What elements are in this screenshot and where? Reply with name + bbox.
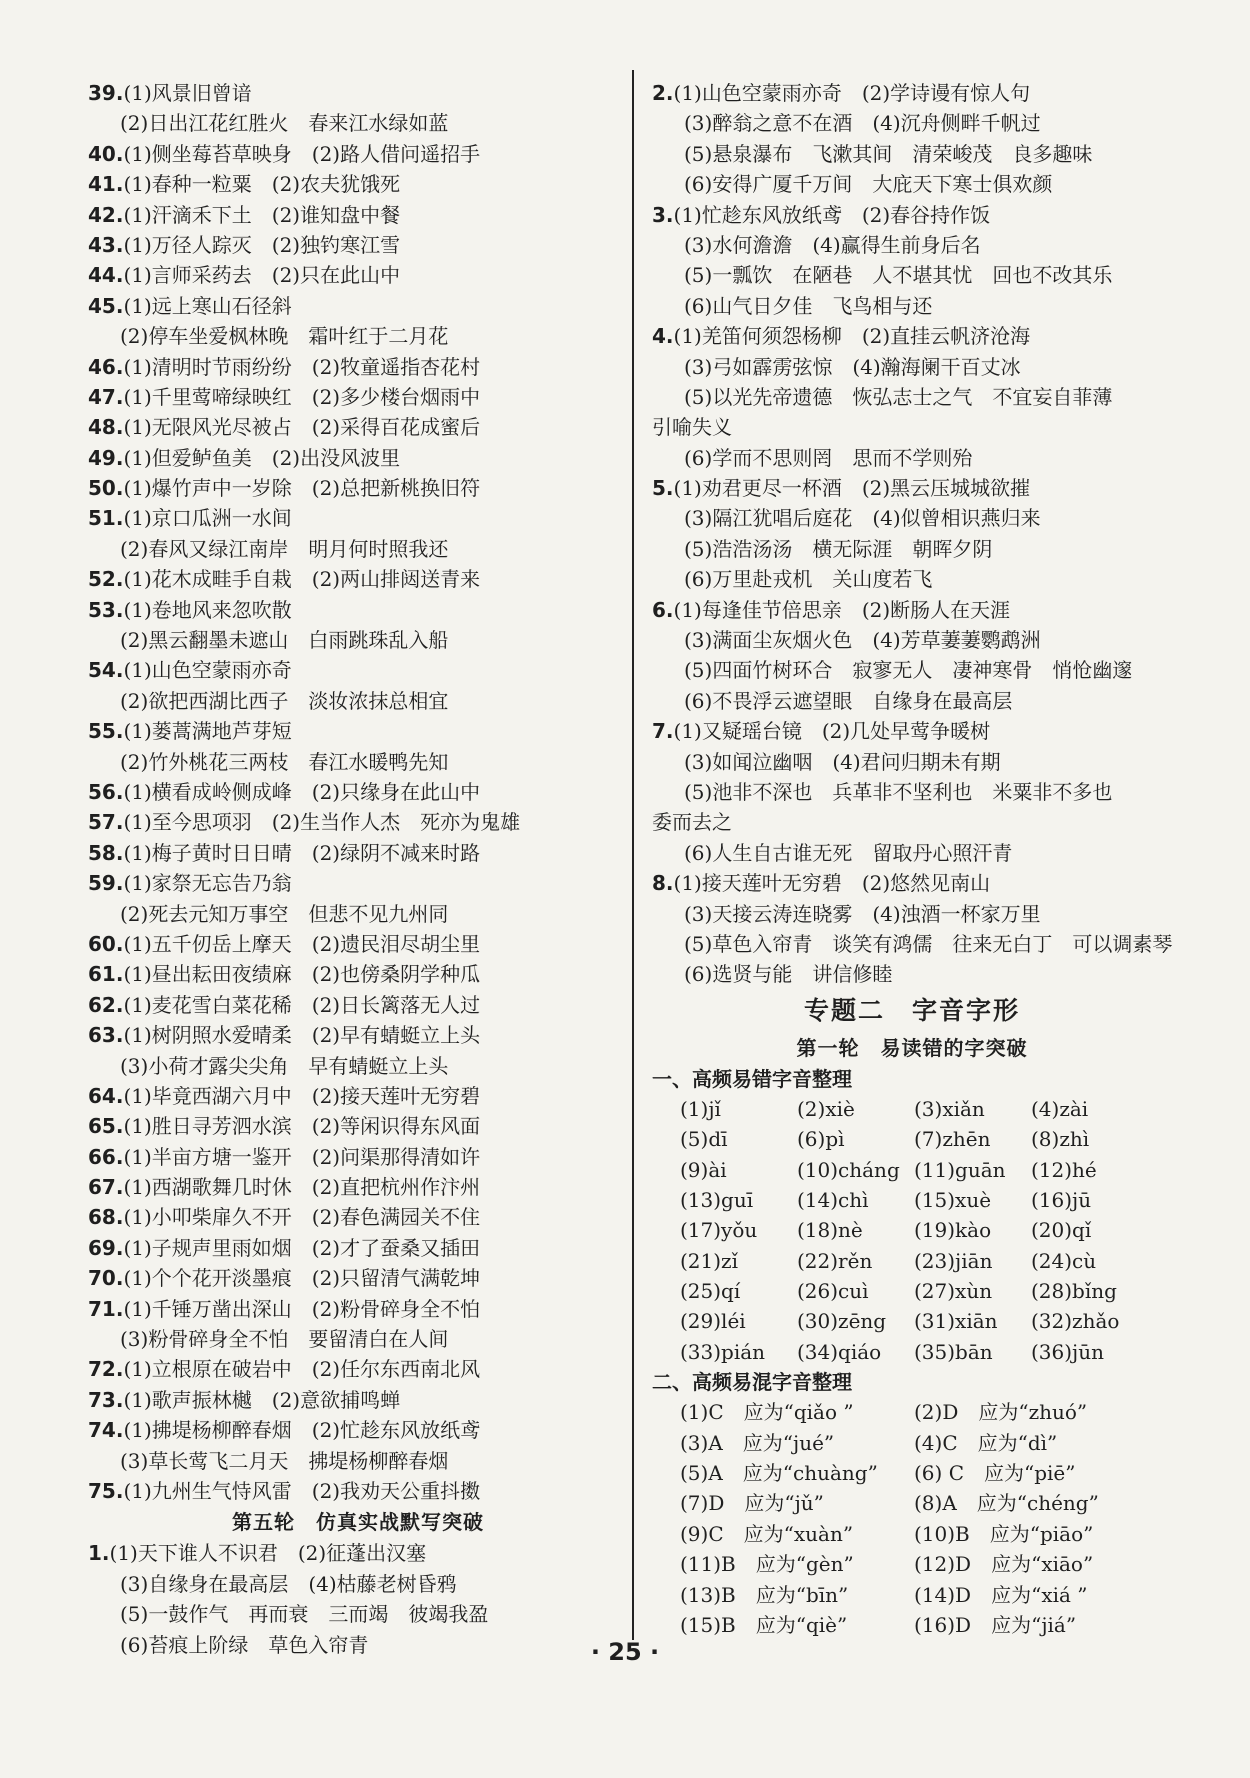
answer-line — [88, 625, 628, 655]
answer-text: (1)风景旧曾谙 — [123, 81, 252, 105]
answer-line — [652, 443, 1172, 473]
question-number: 70. — [88, 1266, 124, 1291]
question-number: 54. — [88, 658, 124, 683]
answer-text: (3)弓如霹雳弦惊 (4)瀚海阑干百丈冰 — [684, 354, 1021, 379]
pinyin-answer: (20)qǐ — [1031, 1218, 1092, 1243]
answer-text: (3)醉翁之意不在酒 (4)沉舟侧畔千帆过 — [684, 111, 1041, 136]
pinyin-answer: (13)guī — [680, 1187, 754, 1212]
question-number: 49. — [88, 445, 124, 470]
question-number: 72. — [88, 1357, 124, 1382]
question-number: 62. — [88, 992, 124, 1017]
answer-text: (2)日出江花红胜火 春来江水绿如蓝 — [120, 111, 449, 136]
answer-text: (1)无限风光尽被占 (2)采得百花成蜜后 — [123, 415, 481, 440]
answer-line — [652, 777, 1172, 807]
answer-line — [88, 1354, 628, 1384]
answer-line — [88, 1202, 628, 1232]
question-number: 75. — [88, 1478, 124, 1503]
question-number: 7. — [652, 719, 674, 744]
question-number: 60. — [88, 931, 124, 956]
answer-line — [88, 108, 628, 138]
pinyin-answer: (26)cuì — [797, 1279, 869, 1304]
answer-text: (1)麦花雪白菜花稀 (2)日长篱落无人过 — [123, 992, 481, 1017]
choice-answer: (4)C 应为“dì” — [914, 1430, 1058, 1455]
answer-line — [652, 838, 1172, 868]
answer-text: (1)毕竟西湖六月中 (2)接天莲叶无穷碧 — [123, 1083, 481, 1108]
answer-text: (1)万径人踪灭 (2)独钓寒江雪 — [123, 232, 401, 257]
answer-line — [88, 169, 628, 199]
answer-text: (3)水何澹澹 (4)赢得生前身后名 — [684, 232, 981, 257]
answer-line — [88, 838, 628, 868]
answer-line — [652, 899, 1172, 929]
answer-text: (1)拂堤杨柳醉春烟 (2)忙趁东风放纸鸢 — [123, 1418, 481, 1443]
section2-title: 二、高频易混字音整理 — [652, 1370, 852, 1395]
answer-text: (5)四面竹树环合 寂寥无人 凄神寒骨 悄怆幽邃 — [684, 658, 1133, 683]
pinyin-answer: (34)qiáo — [797, 1339, 882, 1364]
left-answer-list — [88, 78, 628, 1506]
question-number: 53. — [88, 597, 124, 622]
answer-text: (1)梅子黄时日日晴 (2)绿阴不减来时路 — [123, 840, 481, 865]
answer-line — [88, 929, 628, 959]
pinyin-answer: (27)xùn — [914, 1279, 993, 1304]
choice-answer: (12)D 应为“xiāo” — [914, 1552, 1094, 1577]
choice-answer: (13)B 应为“bīn” — [680, 1582, 849, 1607]
answer-text: (6)不畏浮云遮望眼 自缘身在最高层 — [684, 688, 1013, 713]
choice-answer: (5)A 应为“chuàng” — [680, 1461, 878, 1486]
answer-line — [652, 959, 1172, 989]
pinyin-answer: (4)zài — [1031, 1096, 1089, 1121]
answer-line — [88, 747, 628, 777]
question-number: 5. — [652, 476, 674, 501]
round5-heading: 第五轮 仿真实战默写突破 — [232, 1510, 484, 1535]
answer-text: (2)欲把西湖比西子 淡妆浓抹总相宜 — [120, 688, 449, 713]
answer-line — [88, 807, 628, 837]
answer-text: (5)悬泉瀑布 飞漱其间 清荣峻茂 良多趣味 — [684, 141, 1093, 166]
answer-line — [652, 655, 1172, 685]
pinyin-answer: (2)xiè — [797, 1096, 855, 1121]
answer-text: (6)选贤与能 讲信修睦 — [684, 962, 893, 987]
question-number: 65. — [88, 1114, 124, 1139]
answer-line — [652, 686, 1172, 716]
answer-grid — [652, 1397, 1172, 1640]
choice-answer: (7)D 应为“jǔ” — [680, 1491, 824, 1516]
question-number: 41. — [88, 172, 124, 197]
pinyin-answer: (11)guān — [914, 1157, 1006, 1182]
choice-answer: (1)C 应为“qiǎo ” — [680, 1400, 854, 1425]
round1-heading: 第一轮 易读错的字突破 — [796, 1035, 1028, 1060]
question-number: 2. — [652, 81, 674, 105]
topic-heading: 专题二 字音字形 — [803, 995, 1020, 1025]
answer-text: (1)昼出耘田夜绩麻 (2)也傍桑阴学种瓜 — [123, 962, 481, 987]
question-number: 52. — [88, 567, 124, 592]
answer-line — [88, 139, 628, 169]
pinyin-answer: (7)zhēn — [914, 1127, 991, 1152]
answer-text: (1)树阴照水爱晴柔 (2)早有蜻蜓立上头 — [123, 1023, 481, 1048]
answer-line — [88, 382, 628, 412]
question-number: 50. — [88, 476, 124, 501]
answer-text: (3)粉骨碎身全不怕 要留清白在人间 — [120, 1327, 449, 1352]
pinyin-answer: (3)xiǎn — [914, 1096, 985, 1121]
section1-title: 一、高频易错字音整理 — [652, 1066, 852, 1091]
answer-line — [88, 1081, 628, 1111]
answer-text: (2)停车坐爱枫林晚 霜叶红于二月花 — [120, 324, 449, 349]
answer-text: (6)万里赴戎机 关山度若飞 — [684, 567, 933, 592]
answer-text: (3)自缘身在最高层 (4)枯藤老树昏鸦 — [120, 1571, 457, 1596]
pinyin-answer: (14)chì — [797, 1187, 869, 1212]
answer-text: (1)立根原在破岩中 (2)任尔东西南北风 — [123, 1357, 481, 1382]
pinyin-answer: (16)jū — [1031, 1187, 1092, 1212]
answer-line — [88, 1051, 628, 1081]
answer-line — [88, 959, 628, 989]
answer-text: (1)侧坐莓苔草映身 (2)路人借问遥招手 — [123, 141, 481, 166]
question-number: 61. — [88, 962, 124, 987]
answer-text: (1)个个花开淡墨痕 (2)只留清气满乾坤 — [123, 1266, 481, 1291]
answer-line — [652, 625, 1172, 655]
answer-line — [88, 200, 628, 230]
right-answer-list — [652, 78, 1172, 990]
answer-text: (3)天接云涛连晓雾 (4)浊酒一杯家万里 — [684, 901, 1041, 926]
answer-line — [88, 595, 628, 625]
question-number: 56. — [88, 779, 124, 804]
answer-line — [88, 352, 628, 382]
choice-answer: (15)B 应为“qiè” — [680, 1612, 848, 1637]
choice-answer: (11)B 应为“gèn” — [680, 1552, 854, 1577]
answer-text: (2)春风又绿江南岸 明月何时照我还 — [120, 536, 449, 561]
answer-text: (1)千里莺啼绿映红 (2)多少楼台烟雨中 — [123, 384, 481, 409]
answer-line — [88, 534, 628, 564]
choice-answer: (8)A 应为“chéng” — [914, 1491, 1099, 1516]
answer-text: (1)又疑瑶台镜 (2)几处早莺争暖树 — [673, 719, 991, 744]
answer-line — [652, 412, 1172, 442]
answer-line — [88, 686, 628, 716]
answer-line — [88, 1020, 628, 1050]
pinyin-answer: (30)zēng — [797, 1309, 887, 1334]
answer-text: (1)爆竹声中一岁除 (2)总把新桃换旧符 — [123, 476, 481, 501]
answer-line — [88, 78, 628, 108]
question-number: 71. — [88, 1296, 124, 1321]
answer-line — [88, 1294, 628, 1324]
answer-line — [88, 1446, 628, 1476]
answer-line — [652, 503, 1172, 533]
answer-text: (1)蒌蒿满地芦芽短 — [123, 719, 292, 744]
right-column — [652, 78, 1172, 1640]
answer-line — [652, 321, 1172, 351]
pinyin-answer: (36)jūn — [1031, 1339, 1105, 1364]
question-number: 66. — [88, 1144, 124, 1169]
pinyin-answer: (15)xuè — [914, 1187, 992, 1212]
question-number: 59. — [88, 871, 124, 896]
question-number: 63. — [88, 1023, 124, 1048]
answer-text: (1)京口瓜洲一水间 — [123, 506, 292, 531]
answer-text: (1)千锤万凿出深山 (2)粉骨碎身全不怕 — [123, 1296, 481, 1321]
answer-line — [652, 929, 1172, 959]
answer-line — [88, 291, 628, 321]
pinyin-answer: (35)bān — [914, 1339, 993, 1364]
question-number: 8. — [652, 871, 674, 896]
answer-text: (5)以光先帝遗德 恢弘志士之气 不宜妄自菲薄 — [684, 384, 1113, 409]
question-number: 39. — [88, 81, 124, 105]
answer-line — [88, 1111, 628, 1141]
pinyin-answer: (28)bǐng — [1031, 1279, 1117, 1304]
answer-text: (6)学而不思则罔 思而不学则殆 — [684, 445, 973, 470]
answer-line — [88, 1263, 628, 1293]
answer-text: (1)九州生气恃风雷 (2)我劝天公重抖擞 — [123, 1478, 481, 1503]
question-number: 40. — [88, 141, 124, 166]
answer-text: (1)每逢佳节倍思亲 (2)断肠人在天涯 — [673, 597, 1011, 622]
answer-line — [88, 1476, 628, 1506]
question-number: 64. — [88, 1083, 124, 1108]
answer-line — [88, 473, 628, 503]
answer-text: (1)小叩柴扉久不开 (2)春色满园关不住 — [123, 1205, 481, 1230]
answer-line — [88, 655, 628, 685]
answer-text: (3)草长莺飞二月天 拂堤杨柳醉春烟 — [120, 1448, 449, 1473]
question-number: 73. — [88, 1387, 124, 1412]
question-number: 42. — [88, 202, 124, 227]
answer-text: (1)劝君更尽一杯酒 (2)黑云压城城欲摧 — [673, 476, 1031, 501]
answer-text: (1)接天莲叶无穷碧 (2)悠然见南山 — [673, 871, 991, 896]
pinyin-answer: (12)hé — [1031, 1157, 1097, 1182]
answer-text: (1)胜日寻芳泗水滨 (2)等闲识得东风面 — [123, 1114, 481, 1139]
question-number: 3. — [652, 202, 674, 227]
answer-text: (3)满面尘灰烟火色 (4)芳草萋萋鹦鹉洲 — [684, 628, 1041, 653]
answer-line — [88, 1172, 628, 1202]
choice-answer: (9)C 应为“xuàn” — [680, 1521, 854, 1546]
pinyin-answer: (25)qí — [680, 1279, 741, 1304]
answer-line — [652, 868, 1172, 898]
pinyin-answer: (22)rěn — [797, 1248, 873, 1273]
question-number: 46. — [88, 354, 124, 379]
pinyin-answer: (19)kào — [914, 1218, 992, 1243]
answer-line — [88, 1233, 628, 1263]
answer-text: (2)死去元知万事空 但悲不见九州同 — [120, 901, 449, 926]
pinyin-answer: (8)zhì — [1031, 1127, 1090, 1152]
answer-text: 引喻失义 — [652, 415, 732, 440]
answer-line — [652, 200, 1172, 230]
pinyin-answer: (24)cù — [1031, 1248, 1097, 1273]
choice-answer: (6) C 应为“piē” — [914, 1461, 1076, 1486]
answer-line — [652, 382, 1172, 412]
answer-line — [652, 595, 1172, 625]
pinyin-grid — [652, 1094, 1172, 1368]
answer-line — [652, 534, 1172, 564]
answer-line — [652, 807, 1172, 837]
pinyin-answer: (31)xiān — [914, 1309, 998, 1334]
answer-text: (1)春种一粒粟 (2)农夫犹饿死 — [123, 172, 401, 197]
pinyin-answer: (17)yǒu — [680, 1218, 758, 1243]
answer-text: (5)浩浩汤汤 横无际涯 朝晖夕阴 — [684, 536, 993, 561]
question-number: 55. — [88, 719, 124, 744]
answer-line — [88, 1569, 628, 1599]
pinyin-answer: (6)pì — [797, 1127, 845, 1152]
answer-line — [88, 868, 628, 898]
answer-line — [652, 139, 1172, 169]
choice-answer: (10)B 应为“piāo” — [914, 1521, 1094, 1546]
answer-line — [652, 169, 1172, 199]
answer-line — [88, 777, 628, 807]
answer-text: (5)池非不深也 兵革非不坚利也 米粟非不多也 — [684, 779, 1113, 804]
question-number: 58. — [88, 840, 124, 865]
answer-text: (1)花木成畦手自栽 (2)两山排闼送青来 — [123, 567, 481, 592]
question-number: 44. — [88, 263, 124, 288]
question-number: 6. — [652, 597, 674, 622]
answer-text: (3)隔江犹唱后庭花 (4)似曾相识燕归来 — [684, 506, 1041, 531]
question-number: 1. — [88, 1541, 110, 1566]
question-number: 47. — [88, 384, 124, 409]
choice-answer: (2)D 应为“zhuó” — [914, 1400, 1088, 1425]
answer-line — [88, 443, 628, 473]
answer-text: (1)羌笛何须怨杨柳 (2)直挂云帆济沧海 — [673, 324, 1031, 349]
answer-line — [652, 716, 1172, 746]
question-number: 43. — [88, 232, 124, 257]
pinyin-answer: (21)zǐ — [680, 1248, 738, 1273]
question-number: 4. — [652, 324, 674, 349]
question-number: 51. — [88, 506, 124, 531]
answer-line — [88, 1538, 628, 1568]
answer-line — [88, 260, 628, 290]
page-number: · 25 · — [590, 1638, 660, 1666]
answer-text: (1)忙趁东风放纸鸢 (2)春谷持作饭 — [673, 202, 991, 227]
pinyin-answer: (5)dī — [680, 1127, 728, 1152]
pinyin-answer: (29)léi — [680, 1309, 746, 1334]
left-column — [88, 78, 628, 1660]
answer-line — [88, 1142, 628, 1172]
answer-text: (6)安得广厦千万间 大庇天下寒士俱欢颜 — [684, 172, 1053, 197]
question-number: 57. — [88, 810, 124, 835]
answer-text: (1)西湖歌舞几时休 (2)直把杭州作汴州 — [123, 1175, 481, 1200]
answer-text: (1)山色空蒙雨亦奇 — [123, 658, 292, 683]
answer-line — [88, 412, 628, 442]
answer-line — [652, 564, 1172, 594]
answer-text: (1)家祭无忘告乃翁 — [123, 871, 292, 896]
answer-line — [652, 260, 1172, 290]
answer-text: (5)一瓢饮 在陋巷 人不堪其忧 回也不改其乐 — [684, 263, 1113, 288]
answer-text: (1)至今思项羽 (2)生当作人杰 死亦为鬼雄 — [123, 810, 521, 835]
answer-text: (2)竹外桃花三两枝 春江水暖鸭先知 — [120, 749, 449, 774]
question-number: 67. — [88, 1175, 124, 1200]
choice-answer: (3)A 应为“jué” — [680, 1430, 835, 1455]
answer-text: (1)但爱鲈鱼美 (2)出没风波里 — [123, 445, 401, 470]
answer-text: (1)卷地风来忽吹散 — [123, 597, 292, 622]
pinyin-answer: (23)jiān — [914, 1248, 993, 1273]
answer-text: (1)子规声里雨如烟 (2)才了蚕桑又插田 — [123, 1235, 481, 1260]
answer-line — [652, 473, 1172, 503]
answer-line — [652, 108, 1172, 138]
answer-text: (3)如闻泣幽咽 (4)君问归期未有期 — [684, 749, 1001, 774]
answer-text: (1)远上寒山石径斜 — [123, 293, 292, 318]
question-number: 69. — [88, 1235, 124, 1260]
answer-text: (5)一鼓作气 再而衰 三而竭 彼竭我盈 — [120, 1602, 489, 1627]
pinyin-answer: (9)ài — [680, 1157, 727, 1182]
answer-line — [88, 503, 628, 533]
answer-text: (1)天下谁人不识君 (2)征蓬出汉塞 — [109, 1541, 427, 1566]
question-number: 68. — [88, 1205, 124, 1230]
answer-line — [88, 716, 628, 746]
answer-text: (1)汗滴禾下土 (2)谁知盘中餐 — [123, 202, 401, 227]
answer-text: (1)言师采药去 (2)只在此山中 — [123, 263, 401, 288]
pinyin-answer: (18)nè — [797, 1218, 863, 1243]
answer-line — [88, 230, 628, 260]
answer-text: (2)黑云翻墨未遮山 白雨跳珠乱入船 — [120, 628, 449, 653]
answer-line — [88, 990, 628, 1020]
question-number: 74. — [88, 1418, 124, 1443]
answer-text: (1)清明时节雨纷纷 (2)牧童遥指杏花村 — [123, 354, 481, 379]
answer-line — [652, 230, 1172, 260]
answer-text: (5)草色入帘青 谈笑有鸿儒 往来无白丁 可以调素琴 — [684, 931, 1173, 956]
answer-text: 委而去之 — [652, 810, 732, 835]
answer-line — [652, 747, 1172, 777]
answer-line — [88, 564, 628, 594]
answer-text: (1)横看成岭侧成峰 (2)只缘身在此山中 — [123, 779, 481, 804]
pinyin-answer: (33)pián — [680, 1339, 766, 1364]
answer-text: (6)苔痕上阶绿 草色入帘青 — [120, 1632, 369, 1657]
answer-line — [652, 78, 1172, 108]
answer-line — [88, 321, 628, 351]
answer-line — [652, 291, 1172, 321]
question-number: 48. — [88, 415, 124, 440]
answer-text: (1)半亩方塘一鉴开 (2)问渠那得清如许 — [123, 1144, 481, 1169]
choice-answer: (16)D 应为“jiá” — [914, 1612, 1077, 1637]
pinyin-answer: (10)cháng — [797, 1157, 900, 1182]
answer-text: (1)五千仞岳上摩天 (2)遗民泪尽胡尘里 — [123, 931, 481, 956]
answer-line — [88, 1599, 628, 1629]
choice-answer: (14)D 应为“xiá ” — [914, 1582, 1088, 1607]
pinyin-answer: (1)jǐ — [680, 1096, 721, 1121]
answer-line — [88, 1324, 628, 1354]
answer-line — [88, 1415, 628, 1445]
answer-line — [88, 899, 628, 929]
question-number: 45. — [88, 293, 124, 318]
answer-line — [652, 352, 1172, 382]
answer-text: (1)歌声振林樾 (2)意欲捕鸣蝉 — [123, 1387, 401, 1412]
answer-line — [88, 1385, 628, 1415]
column-divider — [632, 70, 634, 1640]
answer-text: (3)小荷才露尖尖角 早有蜻蜓立上头 — [120, 1053, 449, 1078]
answer-text: (6)人生自古谁无死 留取丹心照汗青 — [684, 840, 1013, 865]
answer-text: (1)山色空蒙雨亦奇 (2)学诗谩有惊人句 — [673, 81, 1031, 105]
pinyin-answer: (32)zhǎo — [1031, 1309, 1120, 1334]
answer-text: (6)山气日夕佳 飞鸟相与还 — [684, 293, 933, 318]
